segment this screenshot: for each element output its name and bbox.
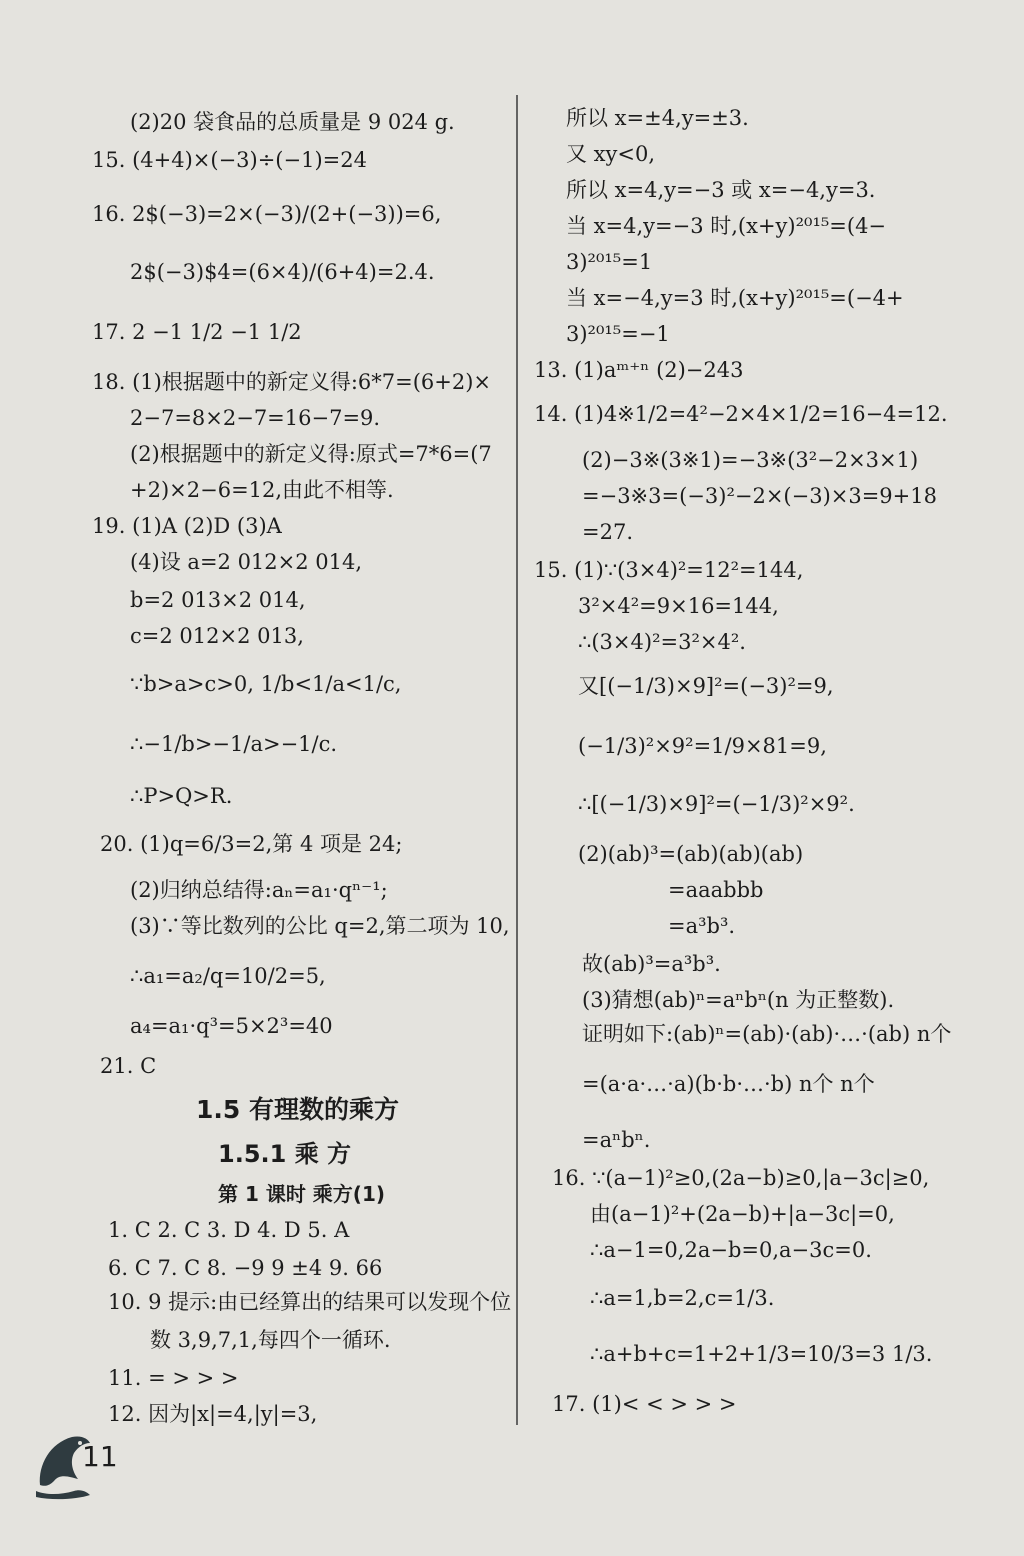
text-line: =aaabbb: [668, 878, 764, 902]
text-line: (3)∵等比数列的公比 q=2,第二项为 10,: [130, 914, 510, 938]
lesson-title: 第 1 课时 乘方(1): [218, 1182, 386, 1206]
text-line: 18. (1)根据题中的新定义得:6*7=(6+2)×: [92, 370, 492, 394]
text-line: ∴[(−1/3)×9]²=(−1/3)²×9².: [578, 792, 855, 816]
text-line: ∴a−1=0,2a−b=0,a−3c=0.: [590, 1238, 872, 1262]
text-line: 证明如下:(ab)ⁿ=(ab)·(ab)·…·(ab) n个: [582, 1022, 952, 1046]
text-line: (2)根据题中的新定义得:原式=7*6=(7: [130, 442, 492, 466]
text-line: c=2 012×2 013,: [130, 624, 304, 648]
text-line: 13. (1)aᵐ⁺ⁿ (2)−243: [534, 358, 744, 382]
text-line: 由(a−1)²+(2a−b)+|a−3c|=0,: [590, 1202, 895, 1226]
text-line: (2)20 袋食品的总质量是 9 024 g.: [130, 110, 455, 134]
text-line: 又 xy<0,: [566, 142, 656, 166]
text-line: 14. (1)4※1/2=4²−2×4×1/2=16−4=12.: [534, 402, 948, 426]
text-line: 17. (1)< < > > >: [552, 1392, 737, 1416]
page-number: 11: [82, 1440, 118, 1473]
text-line: ∴a₁=a₂/q=10/2=5,: [130, 964, 326, 988]
text-line: =a³b³.: [668, 914, 736, 938]
text-line: 15. (4+4)×(−3)÷(−1)=24: [92, 148, 367, 172]
section-title: 1.5 有理数的乘方: [196, 1095, 399, 1124]
text-line: 11. = > > >: [108, 1366, 239, 1390]
text-line: 当 x=4,y=−3 时,(x+y)²⁰¹⁵=(4−: [566, 214, 887, 238]
text-line: 所以 x=4,y=−3 或 x=−4,y=3.: [566, 178, 876, 202]
text-line: ∴P>Q>R.: [130, 784, 233, 808]
column-divider: [516, 95, 518, 1425]
text-line: 故(ab)³=a³b³.: [582, 952, 721, 976]
text-line: (2)(ab)³=(ab)(ab)(ab): [578, 842, 804, 866]
text-line: =−3※3=(−3)²−2×(−3)×3=9+18: [582, 484, 937, 508]
text-line: 当 x=−4,y=3 时,(x+y)²⁰¹⁵=(−4+: [566, 286, 904, 310]
text-line: =aⁿbⁿ.: [582, 1128, 651, 1152]
text-line: (2)−3※(3※1)=−3※(3²−2×3×1): [582, 448, 919, 472]
text-line: 数 3,9,7,1,每四个一循环.: [150, 1328, 391, 1352]
text-line: 所以 x=±4,y=±3.: [566, 106, 749, 130]
text-line: ∴−1/b>−1/a>−1/c.: [130, 732, 338, 756]
text-line: b=2 013×2 014,: [130, 588, 306, 612]
text-line: ∴(3×4)²=3²×4².: [578, 630, 746, 654]
text-line: (−1/3)²×9²=1/9×81=9,: [578, 734, 827, 758]
text-line: =27.: [582, 520, 633, 544]
text-line: 2−7=8×2−7=16−7=9.: [130, 406, 381, 430]
text-line: 2$(−3)$4=(6×4)/(6+4)=2.4.: [130, 260, 435, 284]
text-line: 16. ∵(a−1)²≥0,(2a−b)≥0,|a−3c|≥0,: [552, 1166, 930, 1190]
text-line: ∴a+b+c=1+2+1/3=10/3=3 1/3.: [590, 1342, 933, 1366]
text-line: 10. 9 提示:由已经算出的结果可以发现个位: [108, 1290, 512, 1314]
text-line: 1. C 2. C 3. D 4. D 5. A: [108, 1218, 350, 1242]
text-line: 19. (1)A (2)D (3)A: [92, 514, 282, 538]
text-line: 20. (1)q=6/3=2,第 4 项是 24;: [100, 832, 403, 856]
text-line: 6. C 7. C 8. −9 9 ±4 9. 66: [108, 1256, 383, 1280]
text-line: (3)猜想(ab)ⁿ=aⁿbⁿ(n 为正整数).: [582, 988, 895, 1012]
text-line: (2)归纳总结得:aₙ=a₁·qⁿ⁻¹;: [130, 878, 388, 902]
text-line: ∵b>a>c>0, 1/b<1/a<1/c,: [130, 672, 402, 696]
text-line: ∴a=1,b=2,c=1/3.: [590, 1286, 775, 1310]
text-line: =(a·a·…·a)(b·b·…·b) n个 n个: [582, 1072, 875, 1096]
text-line: 又[(−1/3)×9]²=(−3)²=9,: [578, 674, 834, 698]
text-line: +2)×2−6=12,由此不相等.: [130, 478, 394, 502]
text-line: (4)设 a=2 012×2 014,: [130, 550, 363, 574]
text-line: 3)²⁰¹⁵=−1: [566, 322, 670, 346]
text-line: 17. 2 −1 1/2 −1 1/2: [92, 320, 302, 344]
text-line: 16. 2$(−3)=2×(−3)/(2+(−3))=6,: [92, 202, 442, 226]
text-line: 3)²⁰¹⁵=1: [566, 250, 653, 274]
text-line: 3²×4²=9×16=144,: [578, 594, 779, 618]
text-line: a₄=a₁·q³=5×2³=40: [130, 1014, 333, 1038]
text-line: 21. C: [100, 1054, 157, 1078]
text-line: 12. 因为|x|=4,|y|=3,: [108, 1402, 318, 1426]
subsection-title: 1.5.1 乘 方: [218, 1140, 352, 1168]
text-line: 15. (1)∵(3×4)²=12²=144,: [534, 558, 804, 582]
